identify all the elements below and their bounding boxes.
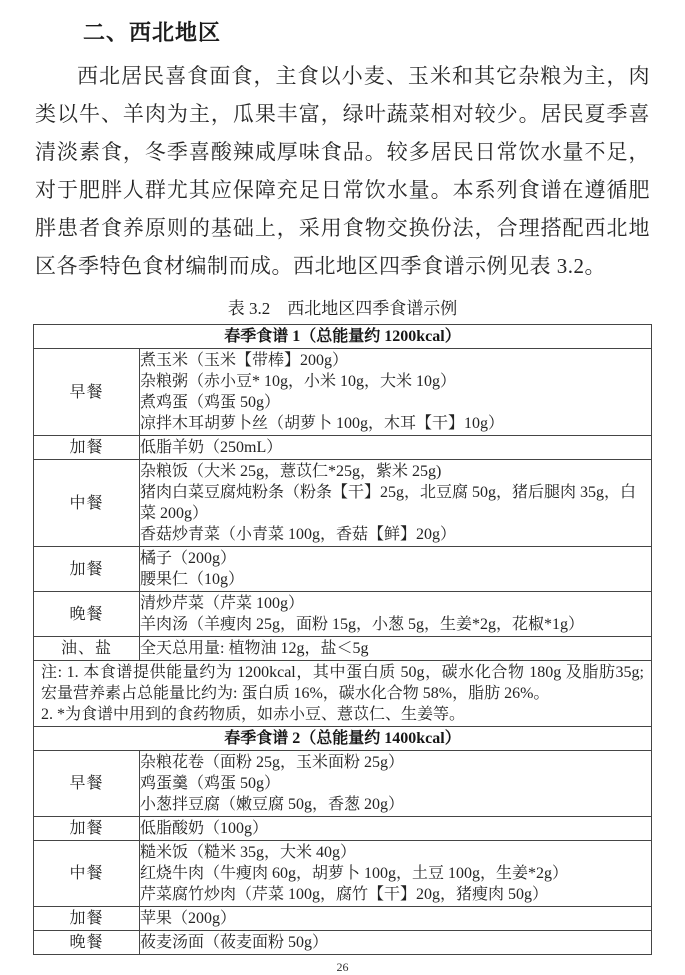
dish-line: 鸡蛋羹（鸡蛋 50g） bbox=[140, 775, 281, 792]
meal-dishes bbox=[140, 592, 652, 637]
meal-dishes bbox=[140, 547, 652, 592]
section-title-row bbox=[34, 727, 652, 751]
meal-dishes bbox=[140, 817, 652, 841]
dish-line: 煮鸡蛋（鸡蛋 50g） bbox=[140, 394, 281, 411]
meal-row bbox=[34, 751, 652, 817]
meal-label: 中餐 bbox=[34, 841, 140, 907]
dish-line: 小葱拌豆腐（嫩豆腐 50g，香葱 20g） bbox=[140, 796, 405, 813]
dish-line: 低脂酸奶（100g） bbox=[140, 820, 269, 837]
dish-line: 糙米饭（糙米 35g，大米 40g） bbox=[140, 844, 357, 861]
meal-dishes bbox=[140, 751, 652, 817]
meal-label: 早餐 bbox=[34, 751, 140, 817]
meal-label: 加餐 bbox=[34, 547, 140, 592]
dish-line: 凉拌木耳胡萝卜丝（胡萝卜 100g，木耳【干】10g） bbox=[140, 415, 505, 432]
meal-label: 早餐 bbox=[34, 349, 140, 436]
dish-line: 苹果（200g） bbox=[140, 910, 237, 927]
meal-label: 加餐 bbox=[34, 907, 140, 931]
meal-row bbox=[34, 349, 652, 436]
meal-label: 加餐 bbox=[34, 436, 140, 460]
dish-line: 腰果仁（10g） bbox=[140, 571, 245, 588]
dish-line: 杂粮饭（大米 25g，薏苡仁*25g，紫米 25g) bbox=[140, 463, 442, 480]
dish-line: 红烧牛肉（牛瘦肉 60g，胡萝卜 100g，土豆 100g，生姜*2g） bbox=[140, 865, 569, 882]
dish-line: 杂粮粥（赤小豆* 10g，小米 10g，大米 10g） bbox=[140, 373, 457, 390]
dish-line: 芹菜腐竹炒肉（芹菜 100g，腐竹【干】20g，猪瘦肉 50g） bbox=[140, 886, 549, 903]
meal-label: 油、盐 bbox=[34, 637, 140, 661]
meal-dishes bbox=[140, 460, 652, 547]
dish-line: 橘子（200g） bbox=[140, 550, 237, 567]
note-line: 注: 1. 本食谱提供能量约为 1200kcal，其中蛋白质 50g，碳水化合物 180g 及脂肪35g; 宏量营养素占总能量比约为: 蛋白质 16%，碳水化合物 58%，脂肪 26%。 bbox=[41, 664, 644, 702]
meal-row bbox=[34, 547, 652, 592]
meal-row bbox=[34, 637, 652, 661]
meal-row bbox=[34, 841, 652, 907]
dish-line: 杂粮花卷（面粉 25g，玉米面粉 25g） bbox=[140, 754, 405, 771]
meal-label: 加餐 bbox=[34, 817, 140, 841]
page-number: 26 bbox=[336, 960, 349, 974]
dish-line: 猪肉白菜豆腐炖粉条（粉条【干】25g，北豆腐 50g，猪后腿肉 35g，白菜 200g） bbox=[140, 484, 637, 522]
meal-row bbox=[34, 592, 652, 637]
meal-dishes bbox=[140, 637, 652, 661]
note-cell bbox=[34, 661, 652, 727]
dish-line: 低脂羊奶（250mL） bbox=[140, 439, 283, 456]
note-row bbox=[34, 661, 652, 727]
meal-row bbox=[34, 931, 652, 955]
meal-row bbox=[34, 460, 652, 547]
dish-line: 香菇炒青菜（小青菜 100g，香菇【鲜】20g） bbox=[140, 526, 457, 543]
meal-dishes bbox=[140, 436, 652, 460]
meal-row bbox=[34, 907, 652, 931]
meal-dishes bbox=[140, 907, 652, 931]
section-heading: 二、西北地区 bbox=[83, 20, 222, 45]
meal-row bbox=[34, 817, 652, 841]
section-title: 春季食谱 1（总能量约 1200kcal） bbox=[34, 325, 652, 349]
meal-dishes bbox=[140, 841, 652, 907]
meal-label: 晚餐 bbox=[34, 592, 140, 637]
dish-line: 全天总用量: 植物油 12g，盐＜5g bbox=[140, 640, 369, 657]
meal-dishes bbox=[140, 349, 652, 436]
section-title: 春季食谱 2（总能量约 1400kcal） bbox=[34, 727, 652, 751]
meal-plan-table bbox=[33, 324, 652, 955]
dish-line: 莜麦汤面（莜麦面粉 50g） bbox=[140, 934, 329, 951]
meal-row bbox=[34, 436, 652, 460]
intro-paragraph: 西北居民喜食面食，主食以小麦、玉米和其它杂粮为主，肉类以牛、羊肉为主，瓜果丰富，绿叶蔬菜相对较少。居民夏季喜清淡素食，冬季喜酸辣咸厚味食品。较多居民日常饮水量不足，对于肥胖人群尤其应保障充足日常饮水量。本系列食谱在遵循肥胖患者食养原则的基础上，采用食物交换份法，合理搭配西北地区各季特色食材编制而成。西北地区四季食谱示例见表 3.2。 bbox=[35, 64, 650, 278]
section-title-row bbox=[34, 325, 652, 349]
table-caption: 表 3.2 西北地区四季食谱示例 bbox=[227, 299, 458, 318]
meal-label: 晚餐 bbox=[34, 931, 140, 955]
meal-dishes bbox=[140, 931, 652, 955]
dish-line: 煮玉米（玉米【带棒】200g） bbox=[140, 352, 349, 369]
meal-label: 中餐 bbox=[34, 460, 140, 547]
dish-line: 清炒芹菜（芹菜 100g） bbox=[140, 595, 305, 612]
note-line: 2. *为食谱中用到的食药物质，如赤小豆、薏苡仁、生姜等。 bbox=[41, 706, 466, 723]
dish-line: 羊肉汤（羊瘦肉 25g，面粉 15g，小葱 5g，生姜*2g，花椒*1g） bbox=[140, 616, 585, 633]
